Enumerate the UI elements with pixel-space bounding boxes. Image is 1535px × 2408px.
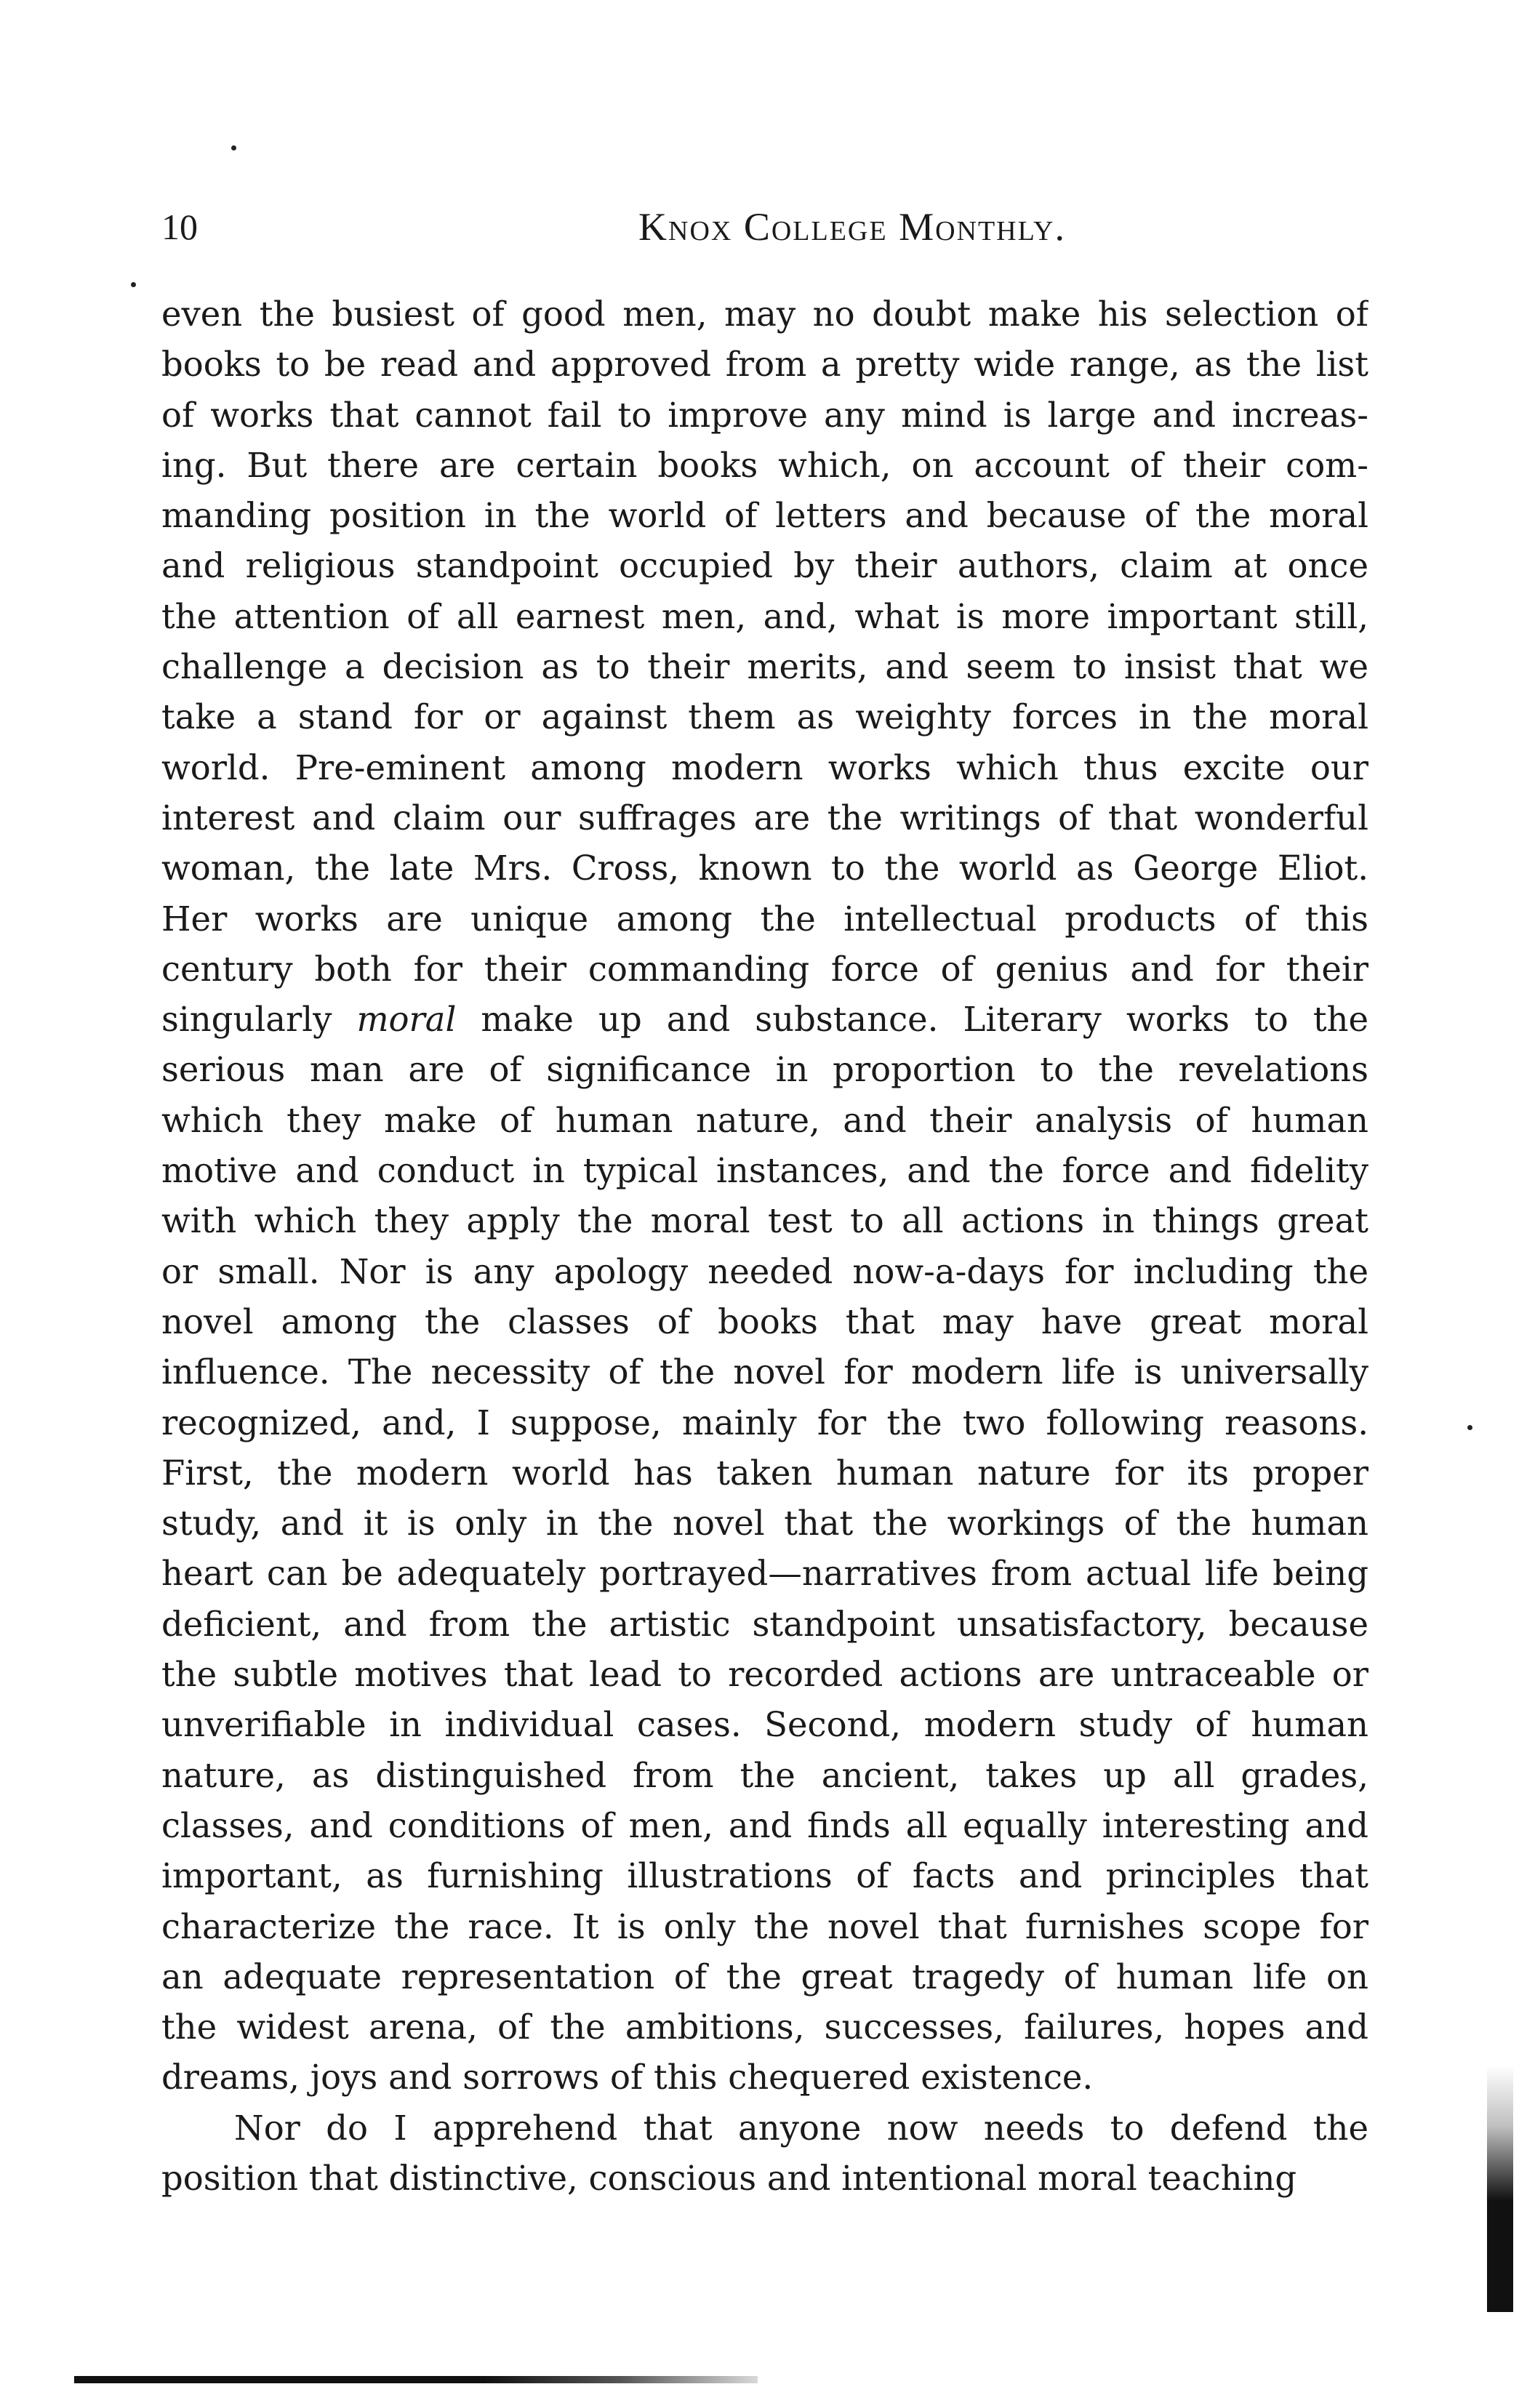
text-line: serious man are of significance in proportion to the revelations xyxy=(161,1050,1368,1090)
binding-edge-shadow xyxy=(1487,2065,1513,2312)
scan-speck xyxy=(231,145,236,150)
text-line: challenge a decision as to their merits, and seem to insist that we xyxy=(161,647,1368,687)
emphasis: moral xyxy=(356,1000,457,1040)
text-line: classes, and conditions of men, and finds all equally interesting and xyxy=(161,1805,1368,1845)
text-line: take a stand for or against them as weighty forces in the moral xyxy=(161,697,1368,737)
text-line: novel among the classes of books that may have great moral xyxy=(161,1301,1368,1341)
text-line: of works that cannot fail to improve any mind is large and increas- xyxy=(161,395,1368,435)
text-line: ing. But there are certain books which, on account of their com- xyxy=(161,445,1368,485)
text-line: First, the modern world has taken human nature for its proper xyxy=(161,1453,1368,1493)
text-line: nature, as distinguished from the ancient, takes up all grades, xyxy=(161,1755,1368,1795)
text-line: an adequate representation of the great tragedy of human life on xyxy=(161,1956,1368,1996)
text-line: deficient, and from the artistic standpoint unsatisfactory, because xyxy=(161,1604,1368,1644)
text-line: manding position in the world of letters and because of the moral xyxy=(161,496,1368,536)
paragraph-1 xyxy=(161,289,1368,2103)
text-line: Her works are unique among the intellectual products of this xyxy=(161,899,1368,939)
text-line: motive and conduct in typical instances, and the force and fidelity xyxy=(161,1151,1368,1191)
running-head: Knox College Monthly. xyxy=(638,205,1066,249)
text-line: position that distinctive, conscious and intentional moral teaching xyxy=(161,2158,1297,2198)
text-line: the widest arena, of the ambitions, successes, failures, hopes and xyxy=(161,2007,1368,2047)
body-text xyxy=(161,289,1368,2204)
text-line: important, as furnishing illustrations of facts and principles that xyxy=(161,1856,1368,1896)
text-line: woman, the late Mrs. Cross, known to the world as George Eliot. xyxy=(161,848,1368,888)
text-line: and religious standpoint occupied by their authors, claim at once xyxy=(161,546,1368,586)
text-line: the subtle motives that lead to recorded actions are untraceable or xyxy=(161,1655,1368,1695)
text-line: dreams, joys and sorrows of this chequered existence. xyxy=(161,2058,1094,2098)
page-number: 10 xyxy=(161,206,198,247)
text-line: which they make of human nature, and their analysis of human xyxy=(161,1100,1368,1140)
text-line: books to be read and approved from a pretty wide range, as the list xyxy=(161,345,1368,385)
text-line: the attention of all earnest men, and, what is more important still, xyxy=(161,596,1368,636)
scan-speck xyxy=(131,282,136,287)
text-line: or small. Nor is any apology needed now-a-days for including the xyxy=(161,1251,1368,1291)
text-line: world. Pre-eminent among modern works which thus excite our xyxy=(161,747,1368,787)
text-line: interest and claim our suffrages are the writings of that wonderful xyxy=(161,798,1368,838)
text-line: recognized, and, I suppose, mainly for the two following reasons. xyxy=(161,1402,1368,1442)
paragraph-2 xyxy=(161,2103,1368,2204)
text-line: heart can be adequately portrayed—narratives from actual life being xyxy=(161,1554,1368,1594)
text-line: singularly moral make up and substance. Literary works to the xyxy=(161,1000,1368,1040)
text-line: unverifiable in individual cases. Second, modern study of human xyxy=(161,1705,1368,1745)
text-line: study, and it is only in the novel that the workings of the human xyxy=(161,1504,1368,1544)
scan-speck xyxy=(1467,1425,1472,1430)
text-line: even the busiest of good men, may no doubt make his selection of xyxy=(161,294,1368,334)
page-header xyxy=(161,198,1368,256)
text-line: Nor do I apprehend that anyone now needs to defend the xyxy=(234,2108,1368,2148)
text-line: influence. The necessity of the novel for modern life is universally xyxy=(161,1352,1368,1392)
text-line: century both for their commanding force of genius and for their xyxy=(161,949,1368,989)
text-line: with which they apply the moral test to all actions in things great xyxy=(161,1201,1368,1241)
footer-rule xyxy=(74,2376,758,2383)
text-line: characterize the race. It is only the novel that furnishes scope for xyxy=(161,1906,1368,1946)
